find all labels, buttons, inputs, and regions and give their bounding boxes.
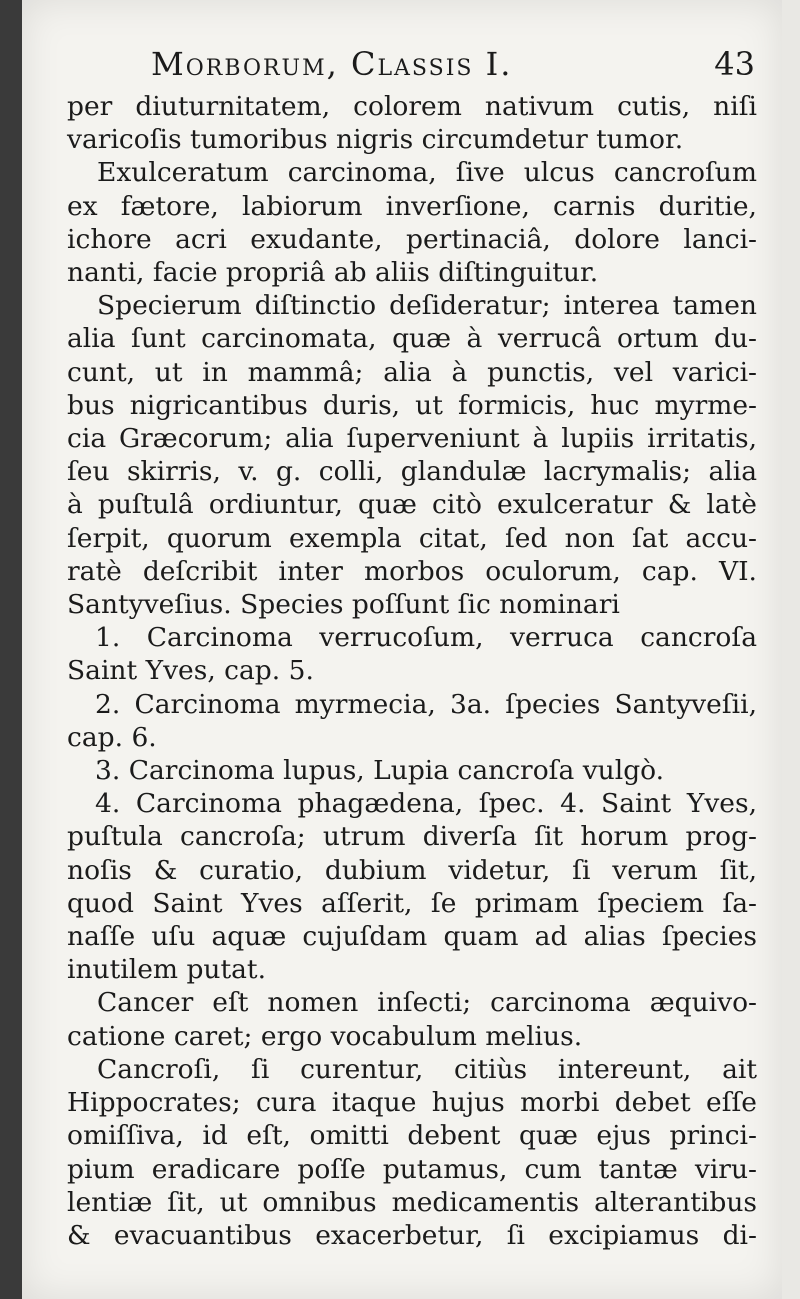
text-line: cia Græcorum; alia ſuperveniunt à lupiis irritatis, <box>67 423 757 455</box>
text-line: Specierum diſtinctio deſideratur; interea tamen <box>97 290 757 322</box>
text-line: cunt, ut in mammâ; alia à punctis, vel varici- <box>67 356 757 388</box>
page-number: 43 <box>714 45 755 83</box>
text-line: ſeu skirris, v. g. colli, glandulæ lacrymalis; alia <box>67 456 757 488</box>
text-line: Exulceratum carcinoma, ſive ulcus cancroſum <box>97 157 757 189</box>
text-line: Cancer eſt nomen inſecti; carcinoma æquivo- <box>97 987 757 1019</box>
text-line: inutilem putat. <box>67 954 266 986</box>
text-line: nanti, facie propriâ ab aliis diſtinguitur. <box>67 257 599 289</box>
text-line: ex fætore, labiorum inverſione, carnis duritie, <box>67 190 757 222</box>
text-line: Santyveſius. Species poſſunt ſic nominari <box>67 589 620 621</box>
book-page <box>22 0 782 1299</box>
text-line: lentiæ ſit, ut omnibus medicamentis alterantibus <box>67 1186 757 1218</box>
text-line: 2. Carcinoma myrmecia, 3a. ſpecies Santyveſii, <box>95 688 757 720</box>
text-line: 4. Carcinoma phagædena, ſpec. 4. Saint Yves, <box>95 788 757 820</box>
running-head: Morborum, Classis I. <box>151 45 513 83</box>
text-line: Cancroſi, ſi curentur, citiùs intereunt, ait <box>97 1053 757 1085</box>
text-line: 1. Carcinoma verrucoſum, verruca cancroſa <box>95 622 757 654</box>
text-line: per diuturnitatem, colorem nativum cutis, niſi <box>67 91 757 122</box>
text-line: Hippocrates; cura itaque hujus morbi debet eſſe <box>67 1087 757 1119</box>
text-line: & evacuantibus exacerbetur, ſi excipiamus di- <box>67 1219 757 1251</box>
body-text <box>67 90 757 1252</box>
text-line: puſtula cancroſa; utrum diverſa ſit horum prog- <box>67 821 757 853</box>
text-line: cap. 6. <box>67 721 157 753</box>
text-line: bus nigricantibus duris, ut formicis, huc myrme- <box>67 389 757 421</box>
text-line: à puſtulâ ordiuntur, quæ citò exulceratur & latè <box>67 489 757 521</box>
text-line: 3. Carcinoma lupus, Lupia cancroſa vulgò. <box>95 755 665 787</box>
text-line: pium eradicare poſſe putamus, cum tantæ viru- <box>67 1153 757 1185</box>
text-line: omiſſiva, id eſt, omitti debent quæ ejus princi- <box>67 1120 757 1152</box>
scan-edge <box>782 0 800 1299</box>
text-line: Saint Yves, cap. 5. <box>67 655 314 687</box>
text-line: naſſe uſu aquæ cujuſdam quam ad alias ſpecies <box>67 921 757 953</box>
text-line: varicoſis tumoribus nigris circumdetur tumor. <box>67 124 684 156</box>
text-line: quod Saint Yves aſſerit, ſe primam ſpeciem ſa- <box>67 887 757 919</box>
page-text-block <box>67 46 757 1252</box>
text-line: ratè deſcribit inter morbos oculorum, cap. VI. <box>67 555 757 587</box>
text-line: ichore acri exudante, pertinaciâ, dolore lanci- <box>67 223 757 255</box>
text-line: alia ſunt carcinomata, quæ à verrucâ ortum du- <box>67 323 757 355</box>
text-line: noſis & curatio, dubium videtur, ſi verum ſit, <box>67 854 757 886</box>
text-line: ſerpit, quorum exempla citat, ſed non ſat accu- <box>67 522 757 554</box>
page-header <box>67 46 757 90</box>
text-line: catione caret; ergo vocabulum melius. <box>67 1020 583 1052</box>
